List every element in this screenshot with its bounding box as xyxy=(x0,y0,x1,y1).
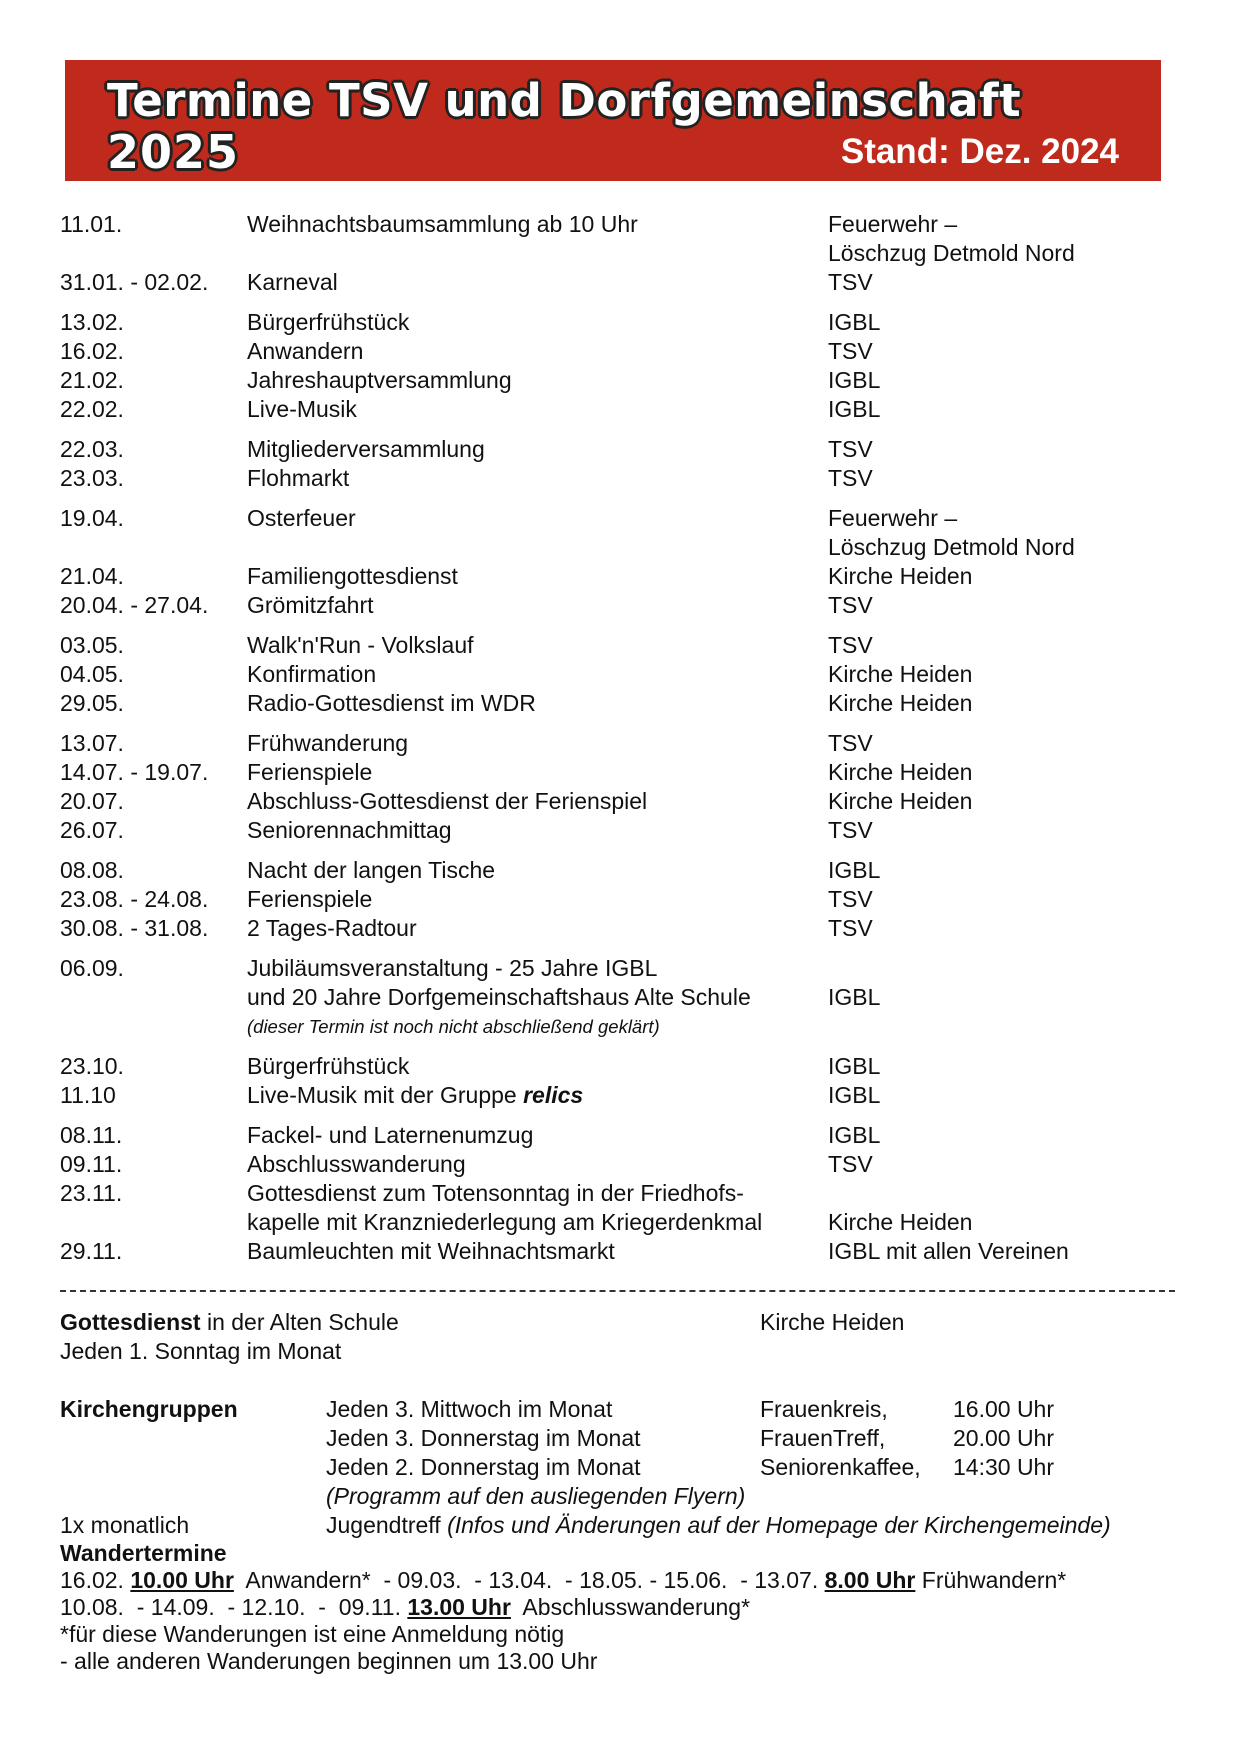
event-row xyxy=(60,856,1170,885)
events-list xyxy=(60,210,1170,1277)
organizer-line: TSV xyxy=(828,1151,873,1177)
event-title xyxy=(247,631,828,660)
event-organizer xyxy=(828,435,1170,464)
event-description xyxy=(247,689,828,718)
event-row xyxy=(60,689,1170,718)
event-organizer xyxy=(828,337,1170,366)
organizer-lines xyxy=(828,1052,1170,1081)
event-description xyxy=(247,660,828,689)
monthly-text xyxy=(326,1511,1111,1540)
event-title-text: Familiengottesdienst xyxy=(247,563,458,589)
event-note: (dieser Termin ist noch nicht abschließend geklärt) xyxy=(247,1016,660,1037)
organizer-line: TSV xyxy=(828,915,873,941)
event-organizer xyxy=(828,395,1170,424)
event-description xyxy=(247,1121,828,1150)
event-description xyxy=(247,758,828,787)
organizer-line: Feuerwehr – xyxy=(828,505,958,531)
event-title xyxy=(247,337,828,366)
event-title xyxy=(247,816,828,845)
organizer-lines xyxy=(828,885,1170,914)
organizer-line: IGBL xyxy=(828,396,881,422)
event-row xyxy=(60,435,1170,464)
event-title xyxy=(247,1052,828,1081)
event-organizer xyxy=(828,366,1170,395)
event-title-text: Grömitzfahrt xyxy=(247,592,374,618)
organizer-line: Kirche Heiden xyxy=(828,661,973,687)
event-organizer xyxy=(828,1052,1170,1081)
event-description xyxy=(247,631,828,660)
event-row xyxy=(60,954,1170,1041)
event-title-text: Abschlusswanderung xyxy=(247,1151,466,1177)
event-date: 30.08. - 31.08. xyxy=(60,915,209,941)
organizer-line: Kirche Heiden xyxy=(828,1209,973,1235)
event-date: 21.02. xyxy=(60,367,124,393)
organizer-line: IGBL xyxy=(828,367,881,393)
jugendtreff-label: Jugendtreff xyxy=(326,1512,448,1538)
wander-text: 16.02. xyxy=(60,1567,131,1593)
organizer-lines xyxy=(828,337,1170,366)
event-row xyxy=(60,787,1170,816)
event-title xyxy=(247,729,828,758)
event-organizer xyxy=(828,914,1170,943)
event-row xyxy=(60,308,1170,337)
event-title-text: Osterfeuer xyxy=(247,505,356,531)
event-title xyxy=(247,308,828,337)
event-row xyxy=(60,1121,1170,1150)
organizer-lines xyxy=(828,1150,1170,1179)
event-title xyxy=(247,562,828,591)
organizer-line: Kirche Heiden xyxy=(828,690,973,716)
event-row xyxy=(60,1052,1170,1081)
kg-who: Seniorenkaffee, xyxy=(760,1454,921,1480)
event-title xyxy=(247,210,828,239)
event-group xyxy=(60,954,1170,1041)
event-title-text: 2 Tages-Radtour xyxy=(247,915,417,941)
wander-time: 10.00 Uhr xyxy=(130,1567,234,1593)
event-title-text: Seniorennachmittag xyxy=(247,817,452,843)
event-group xyxy=(60,1052,1170,1110)
event-row xyxy=(60,395,1170,424)
event-description xyxy=(247,1081,828,1110)
organizer-lines xyxy=(828,1081,1170,1110)
wander-note-start: - alle anderen Wanderungen beginnen um 13.00 Uhr xyxy=(60,1648,598,1674)
organizer-line: Löschzug Detmold Nord xyxy=(828,534,1075,560)
event-title-cont: kapelle mit Kranzniederlegung am Kriegerdenkmal xyxy=(247,1209,763,1235)
event-title-text: Walk'n'Run - Volkslauf xyxy=(247,632,474,658)
event-title-text: Karneval xyxy=(247,269,338,295)
event-title-text: Live-Musik xyxy=(247,396,357,422)
event-description xyxy=(247,210,828,268)
organizer-lines xyxy=(828,1208,1170,1237)
event-date: 08.08. xyxy=(60,857,124,883)
event-title xyxy=(247,395,828,424)
year-label: 2025 xyxy=(107,125,240,179)
organizer-line: TSV xyxy=(828,338,873,364)
event-organizer xyxy=(828,562,1170,591)
event-row xyxy=(60,464,1170,493)
event-row xyxy=(60,591,1170,620)
header-banner xyxy=(65,60,1161,181)
organizer-lines xyxy=(828,268,1170,297)
event-date: 16.02. xyxy=(60,338,124,364)
wander-text: 10.08. - 14.09. - 12.10. - 09.11. xyxy=(60,1594,408,1620)
gottesdienst-when: Jeden 1. Sonntag im Monat xyxy=(60,1338,342,1364)
event-description xyxy=(247,366,828,395)
event-organizer xyxy=(828,464,1170,493)
organizer-lines xyxy=(828,435,1170,464)
monthly-row xyxy=(60,1511,1200,1540)
kg-time: 16.00 Uhr xyxy=(953,1396,1055,1422)
kg-time: 14:30 Uhr xyxy=(953,1454,1055,1480)
event-description xyxy=(247,729,828,758)
wander-line-2 xyxy=(60,1594,1200,1621)
event-row xyxy=(60,562,1170,591)
event-description xyxy=(247,1150,828,1179)
event-organizer xyxy=(828,787,1170,816)
regular-events xyxy=(60,1308,1200,1540)
event-date: 22.02. xyxy=(60,396,124,422)
event-title xyxy=(247,464,828,493)
event-title xyxy=(247,1237,828,1266)
wander-text: Abschlusswanderung* xyxy=(510,1594,751,1620)
event-title xyxy=(247,1150,828,1179)
organizer-line: Feuerwehr – xyxy=(828,211,958,237)
gottesdienst-row xyxy=(60,1308,1200,1337)
event-title-cont: und 20 Jahre Dorfgemeinschaftshaus Alte Schule xyxy=(247,984,751,1010)
event-title-text: Radio-Gottesdienst im WDR xyxy=(247,690,536,716)
event-title-text: Bürgerfrühstück xyxy=(247,309,410,335)
event-title-text: Baumleuchten mit Weihnachtsmarkt xyxy=(247,1238,615,1264)
event-row xyxy=(60,1237,1170,1266)
event-organizer xyxy=(828,631,1170,660)
kg-when: Jeden 3. Mittwoch im Monat xyxy=(326,1396,613,1422)
event-title-text: Live-Musik mit der Gruppe xyxy=(247,1082,524,1108)
event-title xyxy=(247,954,828,983)
event-description xyxy=(247,504,828,562)
event-row xyxy=(60,210,1170,268)
event-description xyxy=(247,816,828,845)
event-row xyxy=(60,268,1170,297)
event-row xyxy=(60,504,1170,562)
organizer-line: IGBL xyxy=(828,1122,881,1148)
event-date: 14.07. - 19.07. xyxy=(60,759,209,785)
event-organizer xyxy=(828,660,1170,689)
wander-time: 8.00 Uhr xyxy=(824,1567,916,1593)
event-date: 13.02. xyxy=(60,309,124,335)
wander-text: Frühwandern* xyxy=(915,1567,1067,1593)
event-title xyxy=(247,1179,828,1208)
event-description xyxy=(247,395,828,424)
event-title-text: Ferienspiele xyxy=(247,886,373,912)
event-date: 22.03. xyxy=(60,436,124,462)
organizer-line: IGBL xyxy=(828,1053,881,1079)
event-group xyxy=(60,631,1170,718)
event-date: 23.03. xyxy=(60,465,124,491)
event-title-text: Frühwanderung xyxy=(247,730,409,756)
event-date: 06.09. xyxy=(60,955,124,981)
organizer-lines xyxy=(828,856,1170,885)
event-row xyxy=(60,1179,1170,1237)
event-row xyxy=(60,660,1170,689)
event-organizer xyxy=(828,1237,1170,1266)
event-organizer xyxy=(828,689,1170,718)
event-group xyxy=(60,308,1170,424)
event-row xyxy=(60,337,1170,366)
event-title xyxy=(247,660,828,689)
event-description xyxy=(247,1237,828,1266)
event-row xyxy=(60,758,1170,787)
event-date: 23.10. xyxy=(60,1053,124,1079)
organizer-line: Kirche Heiden xyxy=(828,563,973,589)
organizer-lines xyxy=(828,660,1170,689)
event-title-text: Bürgerfrühstück xyxy=(247,1053,410,1079)
event-organizer xyxy=(828,1150,1170,1179)
organizer-lines xyxy=(828,758,1170,787)
event-title xyxy=(247,435,828,464)
organizer-lines xyxy=(828,816,1170,845)
event-description xyxy=(247,464,828,493)
kirchengruppen-list xyxy=(326,1395,1200,1511)
event-organizer xyxy=(828,268,1170,297)
event-title xyxy=(247,787,828,816)
organizer-lines xyxy=(828,366,1170,395)
event-title-text: Konfirmation xyxy=(247,661,377,687)
event-group xyxy=(60,210,1170,297)
kirchengruppen-row xyxy=(326,1395,1200,1424)
organizer-lines xyxy=(828,1121,1170,1150)
event-title xyxy=(247,914,828,943)
event-description xyxy=(247,435,828,464)
organizer-line: TSV xyxy=(828,592,873,618)
event-description xyxy=(247,337,828,366)
organizer-lines xyxy=(828,914,1170,943)
event-description xyxy=(247,954,828,1041)
wander-note-registration: *für diese Wanderungen ist eine Anmeldung nötig xyxy=(60,1621,565,1647)
event-title xyxy=(247,268,828,297)
organizer-line: Kirche Heiden xyxy=(828,788,973,814)
gottesdienst-label: Gottesdienst xyxy=(60,1309,201,1335)
event-organizer xyxy=(828,504,1170,562)
event-title-text: Mitgliederversammlung xyxy=(247,436,485,462)
organizer-line: TSV xyxy=(828,886,873,912)
event-date: 09.11. xyxy=(60,1151,123,1177)
organizer-lines xyxy=(828,504,1170,562)
event-date: 08.11. xyxy=(60,1122,123,1148)
kirchengruppen-block xyxy=(60,1395,1200,1511)
organizer-lines xyxy=(828,729,1170,758)
event-title xyxy=(247,504,828,533)
event-description xyxy=(247,1052,828,1081)
kirchengruppen-note: (Programm auf den ausliegenden Flyern) xyxy=(326,1483,746,1509)
kirchengruppen-row xyxy=(326,1424,1200,1453)
event-date: 23.08. - 24.08. xyxy=(60,886,209,912)
event-title-text: Fackel- und Laternenumzug xyxy=(247,1122,534,1148)
event-date: 26.07. xyxy=(60,817,124,843)
organizer-line: TSV xyxy=(828,269,873,295)
event-description xyxy=(247,591,828,620)
event-title-text: Jubiläumsveranstaltung - 25 Jahre IGBL xyxy=(247,955,658,981)
event-description xyxy=(247,308,828,337)
organizer-line: IGBL xyxy=(828,309,881,335)
kg-when: Jeden 3. Donnerstag im Monat xyxy=(326,1425,641,1451)
event-row xyxy=(60,1150,1170,1179)
organizer-lines xyxy=(828,562,1170,591)
event-description xyxy=(247,562,828,591)
event-organizer xyxy=(828,758,1170,787)
organizer-lines xyxy=(828,1237,1170,1266)
jugendtreff-note: (Infos und Änderungen auf der Homepage der Kirchengemeinde) xyxy=(447,1512,1111,1538)
event-title xyxy=(247,885,828,914)
event-group xyxy=(60,856,1170,943)
event-title-text: Flohmarkt xyxy=(247,465,350,491)
dashed-divider xyxy=(60,1290,1175,1292)
stand-label: Stand: Dez. 2024 xyxy=(840,132,1119,171)
event-date: 04.05. xyxy=(60,661,124,687)
event-date: 11.10 xyxy=(60,1082,116,1108)
event-date: 19.04. xyxy=(60,505,124,531)
band-name: relics xyxy=(523,1082,584,1108)
event-title-text: Anwandern xyxy=(247,338,364,364)
organizer-lines xyxy=(828,308,1170,337)
event-title xyxy=(247,758,828,787)
kirchengruppen-label: Kirchengruppen xyxy=(60,1396,238,1422)
event-description xyxy=(247,885,828,914)
event-description xyxy=(247,856,828,885)
wander-line-1 xyxy=(60,1567,1200,1594)
event-title-text: Weihnachtsbaumsammlung ab 10 Uhr xyxy=(247,211,638,237)
organizer-line: TSV xyxy=(828,465,873,491)
gottesdienst-title xyxy=(60,1308,760,1337)
event-title xyxy=(247,591,828,620)
organizer-line: TSV xyxy=(828,436,873,462)
event-row xyxy=(60,366,1170,395)
event-organizer xyxy=(828,1121,1170,1150)
event-title-text: Gottesdienst zum Totensonntag in der Friedhofs- xyxy=(247,1180,744,1206)
event-row xyxy=(60,1081,1170,1110)
event-title-text: Nacht der langen Tische xyxy=(247,857,496,883)
event-title-text: Jahreshauptversammlung xyxy=(247,367,512,393)
organizer-lines xyxy=(828,631,1170,660)
organizer-line: IGBL mit allen Vereinen xyxy=(828,1238,1069,1264)
kg-time: 20.00 Uhr xyxy=(953,1425,1055,1451)
event-organizer xyxy=(828,729,1170,758)
kirchengruppen-row xyxy=(326,1453,1200,1482)
event-row xyxy=(60,816,1170,845)
event-group xyxy=(60,729,1170,845)
event-title-text: Ferienspiele xyxy=(247,759,373,785)
gottesdienst-location: in der Alten Schule xyxy=(200,1309,399,1335)
wander-time: 13.00 Uhr xyxy=(407,1594,511,1620)
event-row xyxy=(60,631,1170,660)
event-row xyxy=(60,885,1170,914)
organizer-line: TSV xyxy=(828,730,873,756)
organizer-lines xyxy=(828,689,1170,718)
event-organizer xyxy=(828,816,1170,845)
monthly-label: 1x monatlich xyxy=(60,1512,190,1538)
event-description xyxy=(247,268,828,297)
wandertermine-block xyxy=(60,1540,1200,1675)
organizer-line: Löschzug Detmold Nord xyxy=(828,240,1075,266)
event-date: 29.11. xyxy=(60,1238,123,1264)
event-organizer xyxy=(828,1179,1170,1237)
event-row xyxy=(60,914,1170,943)
event-date: 29.05. xyxy=(60,690,124,716)
kg-who: FrauenTreff, xyxy=(760,1425,886,1451)
organizer-lines xyxy=(828,210,1170,268)
event-description xyxy=(247,914,828,943)
event-date: 20.04. - 27.04. xyxy=(60,592,209,618)
organizer-line: TSV xyxy=(828,817,873,843)
event-date: 31.01. - 02.02. xyxy=(60,269,209,295)
event-title xyxy=(247,366,828,395)
event-description xyxy=(247,787,828,816)
event-date: 21.04. xyxy=(60,563,124,589)
event-title xyxy=(247,1121,828,1150)
event-title xyxy=(247,1081,828,1110)
organizer-lines xyxy=(828,591,1170,620)
kg-who: Frauenkreis, xyxy=(760,1396,888,1422)
organizer-line: IGBL xyxy=(828,1082,881,1108)
event-group xyxy=(60,1121,1170,1266)
gottesdienst-org: Kirche Heiden xyxy=(760,1309,905,1335)
event-description xyxy=(247,1179,828,1237)
organizer-lines xyxy=(828,983,1170,1012)
event-date: 13.07. xyxy=(60,730,124,756)
event-group xyxy=(60,435,1170,493)
event-organizer xyxy=(828,591,1170,620)
event-title-text: Abschluss-Gottesdienst der Ferienspiel xyxy=(247,788,648,814)
organizer-lines xyxy=(828,395,1170,424)
event-group xyxy=(60,504,1170,620)
event-organizer xyxy=(828,856,1170,885)
event-organizer xyxy=(828,308,1170,337)
event-date: 11.01. xyxy=(60,211,123,237)
event-organizer xyxy=(828,885,1170,914)
organizer-lines xyxy=(828,464,1170,493)
wander-text: Anwandern* - 09.03. - 13.04. - 18.05. - 15.06. - 13.07. xyxy=(233,1567,825,1593)
organizer-lines xyxy=(828,787,1170,816)
organizer-line: IGBL xyxy=(828,984,881,1010)
page-title: Termine TSV und Dorfgemeinschaft xyxy=(107,74,1022,127)
organizer-line: IGBL xyxy=(828,857,881,883)
wandertermine-title: Wandertermine xyxy=(60,1540,227,1566)
event-organizer xyxy=(828,210,1170,268)
event-row xyxy=(60,729,1170,758)
event-organizer xyxy=(828,954,1170,1041)
event-date: 23.11. xyxy=(60,1180,123,1206)
event-date: 03.05. xyxy=(60,632,124,658)
event-date: 20.07. xyxy=(60,788,124,814)
event-organizer xyxy=(828,1081,1170,1110)
organizer-line: TSV xyxy=(828,632,873,658)
kg-when: Jeden 2. Donnerstag im Monat xyxy=(326,1454,641,1480)
organizer-line: Kirche Heiden xyxy=(828,759,973,785)
event-title xyxy=(247,856,828,885)
event-title xyxy=(247,689,828,718)
